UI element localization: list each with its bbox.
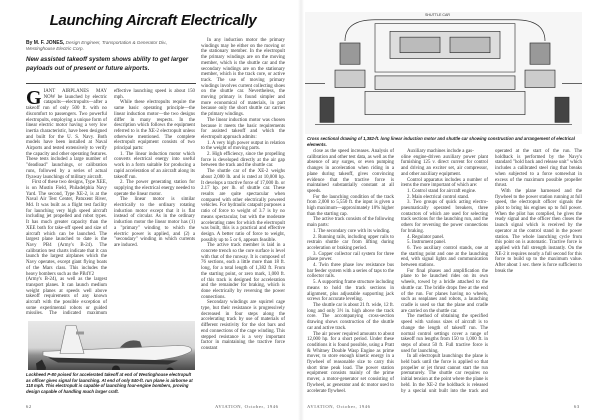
paragraph: 2. Running rails, including upper rails to restrain shuttle car from lifting during acceleration or braking period.	[307, 234, 394, 251]
page-gutter	[298, 0, 304, 420]
paragraph: 2. The power generating station for supplying the electrical energy needed to operate the linear motor.	[114, 180, 195, 197]
paragraph: The shuttle car of the XE-2 weighs about 2,000 lb. and is rated at 10,000 hp. It develops a tractive force of 17,000 lb. or 2.17 hp. per lb. of shuttle car. These results are quite spectacular when compared with other electrically powered vehicles. For hydraulic catapult purposes a ratio of force to weight of 3.7 is by no means spectacular, but with the moderate accelerating rates for which the electropult was built, this is a practical and effective design. A better ratio of force to weight, possibly up to 5 or 6, appears feasible.	[201, 169, 285, 243]
paragraph: 1. Control stand for aircraft engine.	[407, 188, 477, 194]
paragraph: The method of obtaining the specified speed with various sizes of aircraft is to change the length of takeoff run. The normal control settings cover a range of takeoff run lengths from 150 to 1,000 ft. in steps of about 50 ft. Full tractive force is used for launching.	[401, 314, 488, 354]
paragraph: While these electropults require the same basic operating principle—the linear induction motor—the two designs differ in many respects. In the description which follows the equipment referred to is the XE-2 electropult unless otherwise mentioned. The complete electropult equipment consists of two principal parts:	[114, 100, 195, 152]
paragraph: The linear induction motor was chosen because it meets the basic requirements for assisted takeoff and which the electropult approach admits:	[201, 117, 285, 140]
paragraph: In all electropult launchings the plane is held back until the force is applied so that propeller or jet thrust cannot start the run prematurely. The shuttle car requires no initial tension at the point where the plane is held. In the XE-2 the holdback is released by a special unit built into the track and operated at the start of the run. The holdback is performed by the Navy's standard "hold back and release unit" which includes a calibrated steel ring that breaks when subjected to a force somewhat in excess of the maximum possible propeller thrust.	[401, 149, 582, 394]
paragraph: 4. Regulator panel.	[407, 234, 445, 240]
paragraph: IANT AIRPLANES MAY NOW be launched by electric catapults—electropults—after a takeoff run of only 500 ft. with no discomfort to passengers. Two powerful electropults, employing a unique form of linear electric motor having a very low inertia characteristic, have been designed and built for the U. S. Navy. Both models have been installed at Naval Airports and tested extensively to verify the capacity and other operating features. These tests included a large number of "deadload" launchings, or calibration runs, followed by a series of actual flyaway launchings of military aircraft.	[26, 89, 107, 180]
paragraph: 4. Twin three phase low resistance bus bar feeder system with a series of taps to the collector rails.	[307, 263, 394, 280]
paragraph: The linear motor is similar electrically to the ordinary rotating induction motor except that it is flat instead of circular. As in the ordinary induction motor the linear motor has (1) a "primary" winding to which the electric power is applied, and (2) a "secondary" winding in which currents are induced.	[114, 197, 195, 248]
paragraph: 5. Instrument panel.	[407, 240, 447, 246]
byline-role: Design Engineer, Transportation & Generator Div., Westinghouse Electric Corp.	[26, 40, 168, 51]
page-number-right: 63	[574, 404, 580, 409]
aircraft-photo	[28, 321, 195, 370]
paragraph: 1. A very high power output in relation to the weight of moving parts.	[201, 140, 285, 152]
left-column-3	[201, 38, 285, 352]
paragraph: oline engine-driven auxiliary power plant furnishing 125 v. direct current for control and driving an exciter set, air compressor, and other auxiliary equipment.	[401, 154, 488, 177]
paragraph: 2. Main electrical control stand.	[407, 194, 470, 200]
paragraph: 3. Two groups of quick acting electro-pneumatically operated breakers, three contactors of which are used for selecting track sections for the launching run, and the others for reversing the power connections for braking.	[401, 200, 488, 234]
byline	[26, 40, 196, 52]
cross-section-drawing	[305, 12, 582, 134]
drop-cap: G	[26, 87, 42, 109]
paragraph: Secondary windings are squirrel cage type, but their resistance is progressively decreased in four steps along the accelerating track by use of materials of different resistivity for the slot bars and end connections of the cage winding. This stepped resistance is a very important factor in maintaining the tractive force constant	[201, 300, 285, 351]
magazine-footer-right: AVIATION, October, 1946	[307, 404, 371, 409]
paragraph: 1. The secondary core with its winding.	[313, 228, 391, 234]
page-number-left: 62	[26, 404, 32, 409]
paragraph: For final phases and amplification the plane to be launched rides on its own wheels, towed by a bridle attached to the shuttle car. The bridle drops free at the end of the run. For planes having no wheels, such as seaplanes and robots, a launching cradle is used so that the plane and cradle are carried on the shuttle car.	[401, 268, 488, 314]
paragraph: Auxiliary machines include a gas-	[407, 149, 474, 154]
paragraph: The active track consists of the following main parts:	[307, 217, 394, 229]
byline-author: By M. F. JONES,	[26, 40, 65, 46]
subheadline: New assisted takeoff system shows ability to get larger payloads out of present or future airports.	[26, 56, 189, 72]
paragraph: Control apparatus includes a number of items the more important of which are:	[401, 177, 488, 189]
paragraph: First of these two designs, Type XEE, is on Mustin Field, Philadelphia Navy Yard. The second, Type XE-2, is at the Naval Air Test Center, Patuxent River, Md. It was built as a flight test facility for launching very high speed aircraft including jet propelled and robot types. It has much greater capacity than the XEE both for take-off speed and size of aircraft which can be launched. The largest plane launched to date is the Navy PB4 (Army's B-24). The calibration test charts indicate that it can launch the largest airplanes which the Navy operates, except giant flying boats of the Mars class. This includes the heavy bombers such as the PB4Y2	[26, 180, 107, 277]
magazine-footer-left: AVIATION, October, 1946	[215, 404, 279, 409]
paragraph: 1. The linear induction motor which converts electrical energy into useful work in a form suitable for producing a rapid acceleration of an aircraft along its takeoff run.	[114, 151, 195, 180]
figure-caption: Cross sectional drawing of 1,382-ft. long linear induction motor and shuttle car showing construction and arrangement of electrical elements.	[307, 136, 575, 147]
photo-caption: Lockheed P-80 poised for accelerated takeoff at end of Westinghouse electropult as officer gives signal for launching. At end of only 540-ft. run plane is airborne at 118 mph. This electropult is capable of launching four-engine bombers, proving design capable of handling much larger craft.	[26, 372, 193, 394]
paragraph: The air power required amounts to about 12,000 hp. for a short period. Under these conditions it is found possible, using a Pratt & Whitney Double Wasp Engine as prime mover, to store enough kinetic energy in a flywheel of reasonable size to carry this short time peak load. The power station equipment consists mainly of the prime mover, a motor-generator set consisting of flywheel, ac generator and dc motor used to accelerate flywheel.	[307, 331, 394, 394]
paragraph: The shuttle car is about 21 ft. wide, 12 ft. long and only 3½ in. high above the track core. The accompanying cross-section drawing shows construction of the shuttle car and active track.	[307, 302, 394, 331]
figure-label: SHUTTLE CAR	[425, 13, 450, 17]
paragraph: 5. A supporting frame structure including means to hold the track sections in alignment, plus adjustable supporting jack screws for accurate leveling.	[307, 280, 394, 303]
paragraph: The active track member is laid in a concrete trench so the core surface is level with that of the runway. It is composed of 76 sections, each a little more than 18 ft. long, for a total length of 1,382 ft. From the starting point, or zero mark, 1,000 ft. of this track is designed for acceleration and the remainder for braking, which is done electrically by reversing the power connections.	[201, 243, 285, 300]
paragraph: close as the speed increases. Analysis of calibration and other test data, as well as the absence of any surges, or even pumping changes in acceleration when riding in a plane during takeoff, gives convincing evidence that the tractive force is maintained substantially constant at all speeds.	[307, 149, 394, 194]
paragraph: For the launching condition of the track from 2,000 to 5,550 ft. the input is given a high maximum—approximately 10% higher than the starting cap.	[307, 194, 394, 217]
article-title: Launching Aircraft Electrically	[49, 12, 257, 29]
paragraph: 3. Copper collector rail system for three phase power.	[307, 251, 394, 263]
paragraph: 2. High efficiency, since the propelling force is developed directly at the air gap between the track and the shuttle car.	[201, 152, 285, 169]
paragraph: (Army's B-24), as well as the largest transport planes. It can launch medium weight planes at speeds well above takeoff requirements of any known aircraft with the possible exception of some experimental robots or guided missiles. The indicated maximum effective launching speed is about 150 mph.	[26, 89, 195, 317]
divider	[26, 83, 196, 84]
right-columns	[307, 149, 582, 399]
left-columns-1-2	[26, 89, 195, 319]
paragraph: 6. Two auxiliary control stands, one at the starting point and one at the launching end, with signal lights and communication between stations.	[401, 245, 488, 269]
paragraph: In any induction motor the primary windings may be either on the moving or the stationary member. In the electropult the primary windings are on the moving member, which is the shuttle car and the secondary windings are on the stationary member, which is the track core, or active track. The use of moving primary windings involves current collecting shoes on the shuttle car. Nevertheless, the moving primary is found simpler and more economical of materials, in part because only the short shuttle car carries the primary windings.	[201, 38, 285, 118]
paragraph: With the plane harnessed and the flywheel to the power station running at full speed, the electropult officer signals the pilot to bring his engines up to full power. When the pilot has complied, he gives the ready signal and the officer then closes the launch signal which is received by the operator at the control stand in the power station. The whole launching cycle from this point on is automatic. Tractive force is applied with full strength instantly. On the XE-2 it requires nearly a full second for this force to build up to the maximum value. After about 1 sec. there is force sufficient to break the	[495, 188, 582, 274]
